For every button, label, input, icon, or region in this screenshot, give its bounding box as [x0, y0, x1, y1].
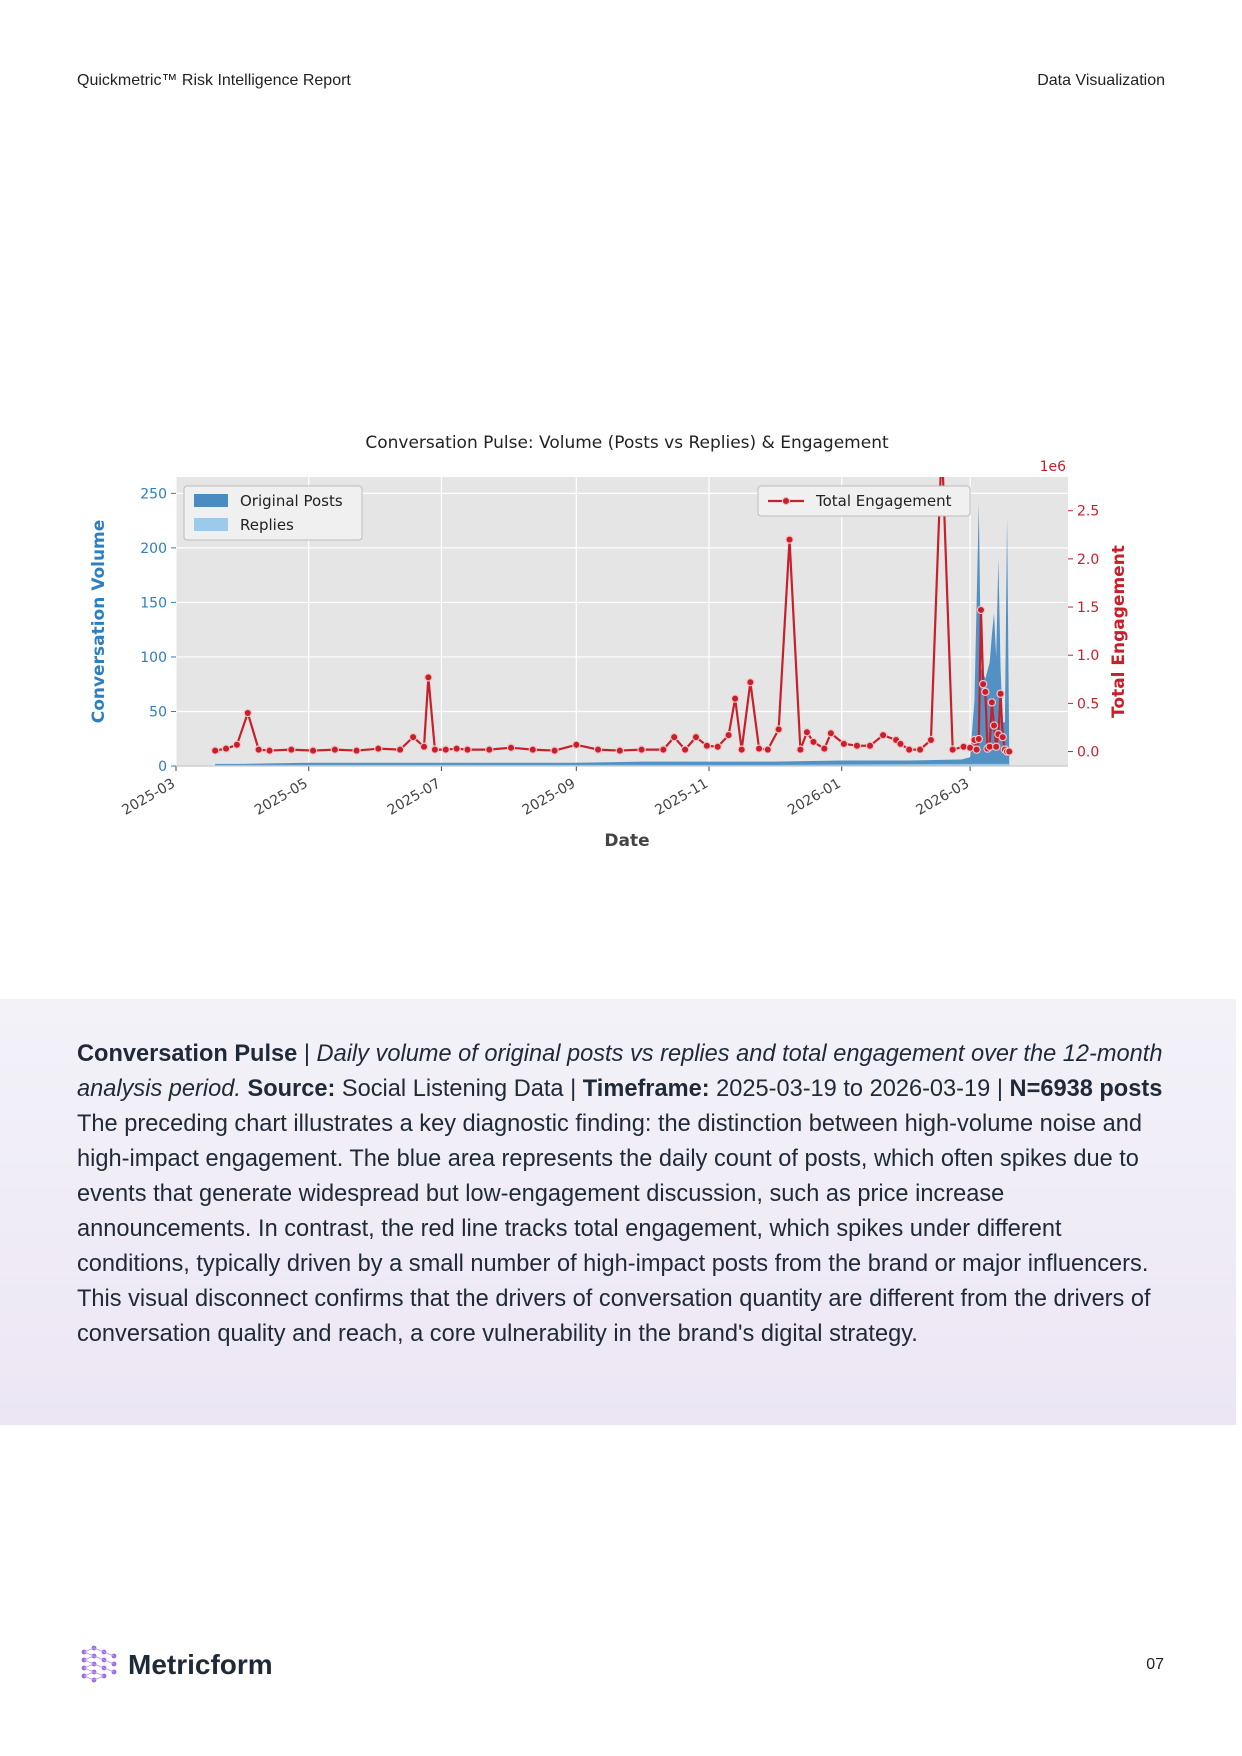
engagement-point [714, 743, 721, 750]
caption-body: The preceding chart illustrates a key diagnostic finding: the distinction between high-volume noise and high-impact engagement. The blue area represents the daily count of posts, which often spikes due to events that generate widespread but low-engagement discussion, such as price increase announcements. In contrast, the red line tracks total engagement, which spikes under different conditions, typically driven by a small number of high-impact posts from the brand or major influencers. This visual disconnect confirms that the drivers of conversation quantity are different from the drivers of conversation quality and reach, a core vulnerability in the brand's digital strategy. [77, 1111, 1151, 1347]
caption-title: Conversation Pulse [77, 1041, 298, 1067]
engagement-point [464, 746, 471, 753]
engagement-point [982, 688, 989, 695]
engagement-point [803, 729, 810, 736]
engagement-point [442, 746, 449, 753]
engagement-point [375, 745, 382, 752]
engagement-point [353, 747, 360, 754]
engagement-point [764, 746, 771, 753]
engagement-point [821, 745, 828, 752]
figure-caption [77, 1037, 1167, 1352]
engagement-point [331, 746, 338, 753]
report-title: Quickmetric™ Risk Intelligence Report [77, 72, 351, 89]
x-tick-label: 2025-03 [119, 775, 178, 819]
right-axis-multiplier: 1e6 [1039, 459, 1066, 475]
engagement-point [755, 745, 762, 752]
legend-swatch-replies [194, 518, 228, 531]
x-tick-label: 2025-09 [519, 775, 579, 819]
y-left-axis-label: Conversation Volume [89, 519, 109, 724]
page-number: 07 [1146, 1656, 1164, 1673]
engagement-point [255, 746, 262, 753]
x-tick-label: 2026-03 [913, 775, 973, 819]
y-left-tick-label: 0 [158, 759, 167, 775]
engagement-point [775, 726, 782, 733]
y-right-axis-label: Total Engagement [1109, 545, 1129, 718]
engagement-point [233, 741, 240, 748]
legend-swatch-original-posts [194, 494, 228, 507]
engagement-point [732, 695, 739, 702]
engagement-point [927, 736, 934, 743]
brand-logo [78, 1644, 273, 1686]
engagement-point [507, 744, 514, 751]
brand-name: Metricform [128, 1649, 273, 1680]
engagement-point [486, 746, 493, 753]
engagement-point [897, 740, 904, 747]
engagement-point [551, 747, 558, 754]
engagement-point [906, 746, 913, 753]
y-right-tick-label: 2.0 [1077, 551, 1100, 568]
y-right-tick-label: 1.0 [1077, 648, 1100, 665]
engagement-point [671, 734, 678, 741]
engagement-point [1006, 748, 1013, 755]
engagement-point [738, 746, 745, 753]
engagement-point [410, 734, 417, 741]
y-left-tick-label: 50 [149, 704, 167, 721]
x-tick-label: 2025-07 [384, 775, 444, 819]
engagement-point [573, 741, 580, 748]
y-right-tick-label: 1.5 [1077, 600, 1100, 617]
engagement-point [993, 743, 1000, 750]
engagement-point [594, 746, 601, 753]
caption-separator: | [297, 1041, 317, 1067]
engagement-point [222, 745, 229, 752]
engagement-point [853, 742, 860, 749]
engagement-point [916, 746, 923, 753]
caption-timeframe-label: Timeframe: [582, 1076, 710, 1102]
engagement-point [866, 742, 873, 749]
y-left-tick-label: 100 [140, 649, 167, 666]
engagement-point [879, 732, 886, 739]
caption-n-label: N=6938 posts [1009, 1076, 1163, 1102]
y-left-tick-label: 250 [140, 486, 167, 503]
x-tick-label: 2026-01 [785, 775, 844, 819]
engagement-point [840, 740, 847, 747]
engagement-point [703, 742, 710, 749]
engagement-point [529, 746, 536, 753]
engagement-point [681, 746, 688, 753]
engagement-point [638, 746, 645, 753]
engagement-point [827, 730, 834, 737]
y-left-tick-label: 200 [140, 540, 167, 557]
engagement-point [266, 747, 273, 754]
x-tick-label: 2025-11 [652, 775, 712, 819]
y-left-tick-label: 150 [140, 595, 167, 612]
engagement-point [660, 746, 667, 753]
x-axis-label: Date [604, 831, 650, 851]
caption-timeframe-value: 2025-03-19 to 2026-03-19 | [709, 1076, 1010, 1102]
engagement-point [396, 746, 403, 753]
engagement-point [431, 746, 438, 753]
engagement-point [786, 536, 793, 543]
engagement-point [980, 681, 987, 688]
engagement-point [725, 732, 732, 739]
engagement-point [975, 735, 982, 742]
caption-subtitle: Daily volume of original posts vs replies and total engagement over the 12-month analysis period. [77, 1041, 1163, 1102]
conversation-pulse-chart [70, 430, 1150, 960]
caption-source-label: Source: [247, 1076, 336, 1102]
engagement-point [938, 440, 945, 447]
legend-label-replies: Replies [240, 516, 294, 534]
engagement-point [420, 743, 427, 750]
engagement-point [747, 679, 754, 686]
engagement-point [288, 746, 295, 753]
chart-title: Conversation Pulse: Volume (Posts vs Replies) & Engagement [365, 433, 889, 453]
y-right-tick-label: 2.5 [1077, 503, 1100, 520]
y-right-tick-label: 0.5 [1077, 696, 1100, 713]
engagement-point [212, 747, 219, 754]
engagement-point [810, 738, 817, 745]
chart-container [70, 430, 1150, 960]
x-tick-label: 2025-05 [252, 775, 311, 819]
engagement-point [797, 746, 804, 753]
section-label: Data Visualization [1037, 72, 1165, 89]
engagement-point [997, 690, 1004, 697]
engagement-point [453, 745, 460, 752]
engagement-point [973, 746, 980, 753]
engagement-point [425, 674, 432, 681]
engagement-point [999, 734, 1006, 741]
legend-label-total-engagement: Total Engagement [816, 492, 952, 510]
y-right-tick-label: 0.0 [1077, 744, 1100, 761]
engagement-point [692, 734, 699, 741]
engagement-point [949, 746, 956, 753]
engagement-point [990, 722, 997, 729]
legend-label-original-posts: Original Posts [240, 492, 343, 510]
engagement-point [988, 699, 995, 706]
legend-marker-total-engagement [782, 497, 789, 504]
engagement-point [977, 606, 984, 613]
caption-source-value: Social Listening Data | [335, 1076, 583, 1102]
engagement-point [309, 747, 316, 754]
engagement-point [616, 747, 623, 754]
network-logo-icon [78, 1644, 122, 1686]
engagement-point [244, 709, 251, 716]
